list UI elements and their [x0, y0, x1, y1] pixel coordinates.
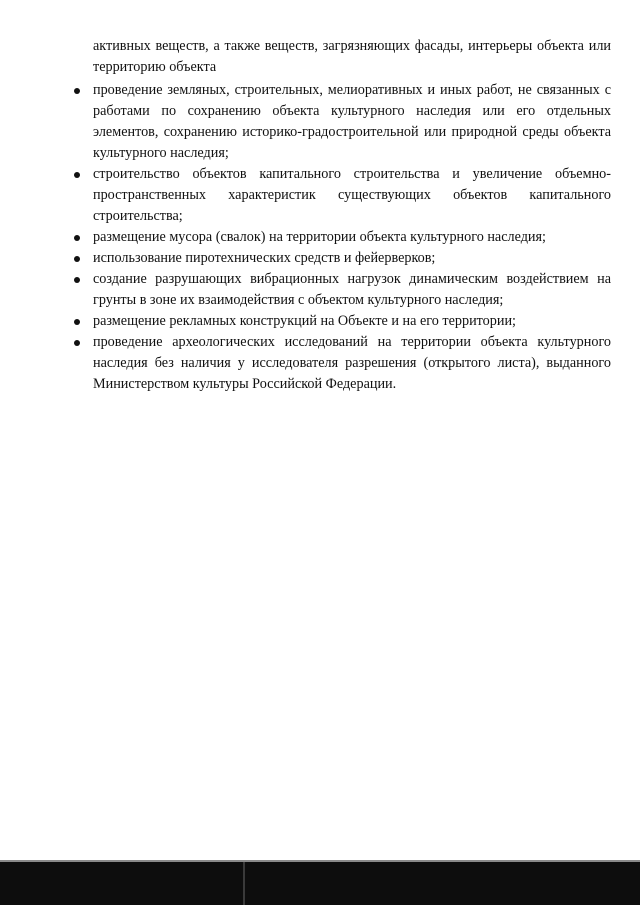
list-item [66, 248, 611, 269]
list-item-text: использование пиротехнических средств и фейерверков; [93, 250, 436, 266]
list-item [66, 269, 611, 311]
bullet-icon [74, 319, 80, 325]
list-item-text: создание разрушающих вибрационных нагрузок динамическим воздействием на грунты в зоне их взаимодействия с объектом культурного наследия; [93, 271, 611, 308]
restrictions-list [66, 80, 611, 395]
list-item-text: размещение мусора (свалок) на территории объекта культурного наследия; [93, 229, 546, 245]
list-item [66, 227, 611, 248]
bullet-icon [74, 235, 80, 241]
list-item-text: размещение рекламных конструкций на Объекте и на его территории; [93, 313, 516, 329]
scan-bottom-strip [0, 862, 640, 905]
list-item-text: строительство объектов капитального строительства и увеличение объемно-пространственных характеристик существующих объектов капитального строительства; [93, 166, 611, 224]
bullet-icon [74, 172, 80, 178]
list-item [66, 332, 611, 395]
bullet-icon [74, 277, 80, 283]
bullet-icon [74, 340, 80, 346]
list-item-text: проведение земляных, строительных, мелиоративных и иных работ, не связанных с работами по сохранению объекта культурного наследия или его отдельных элементов, сохранению историко-градостроительной или природной среды объекта культурного наследия; [93, 82, 611, 161]
bullet-icon [74, 256, 80, 262]
bullet-icon [74, 88, 80, 94]
scan-seam [243, 862, 245, 905]
list-item [66, 80, 611, 164]
list-item [66, 311, 611, 332]
list-item [66, 164, 611, 227]
continuation-paragraph: активных веществ, а также веществ, загрязняющих фасады, интерьеры объекта или территорию объекта [93, 38, 611, 75]
list-item-text: проведение археологических исследований на территории объекта культурного наследия без наличия у исследователя разрешения (открытого листа), выданного Министерством культуры Российской Федерации. [93, 334, 611, 392]
